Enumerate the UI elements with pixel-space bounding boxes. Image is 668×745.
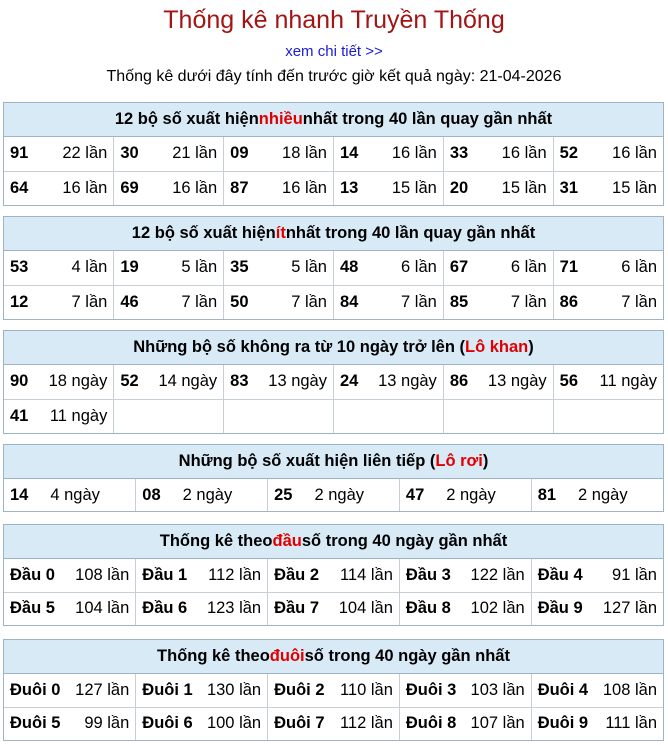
stat-count: 18 lần: [282, 144, 327, 163]
stat-cell: [268, 674, 400, 707]
stat-cell: [136, 592, 268, 625]
stat-cell: [224, 365, 334, 399]
table-row: [4, 285, 663, 319]
lo-roi-table: [4, 479, 663, 511]
page-subtitle: Thống kê dưới đây tính đến trước giờ kết quả ngày: 21-04-2026: [106, 68, 562, 85]
stat-number: Đầu 6: [142, 599, 188, 618]
heading-text-pre: 12 bộ số xuất hiện: [131, 224, 276, 242]
duoi-heading: [4, 640, 663, 674]
table-row: [4, 399, 663, 433]
stat-number: 69: [120, 178, 139, 197]
stat-number: 35: [230, 258, 249, 277]
stat-cell: [531, 707, 663, 740]
stat-number: 84: [339, 292, 359, 311]
stat-cell: [114, 285, 224, 319]
stat-number: Đuôi 5: [10, 714, 61, 733]
stat-cell: [114, 365, 224, 399]
stat-cell: [4, 137, 114, 171]
stat-count: 11 ngày: [49, 406, 108, 425]
stat-cell: [399, 707, 531, 740]
stat-count: 99 lần: [84, 714, 130, 733]
stat-count: 13 ngày: [487, 372, 547, 391]
table-row: [4, 707, 663, 740]
stat-count: 15 lần: [501, 178, 547, 197]
stat-number: Đuôi 2: [274, 680, 325, 699]
stat-count: 13 ngày: [268, 372, 327, 391]
stat-cell: [136, 479, 268, 511]
stat-cell: [224, 399, 334, 433]
table-row: [4, 674, 663, 707]
stat-cell: [333, 399, 443, 433]
stat-count: 7 lần: [510, 292, 547, 311]
table-row: [4, 365, 663, 399]
stat-cell: [268, 479, 400, 511]
stat-number: 08: [142, 485, 161, 504]
stat-cell: [4, 479, 136, 511]
stat-number: Đuôi 0: [10, 680, 61, 699]
heading-text-pre: Những bộ số không ra từ 10 ngày trở lên (: [133, 338, 465, 356]
stat-number: Đầu 3: [405, 565, 451, 584]
stat-number: 33: [449, 144, 469, 163]
heading-highlight: Lô khan: [464, 338, 529, 356]
most-frequent-section: [3, 102, 664, 206]
stat-number: Đầu 0: [10, 565, 55, 584]
stat-number: Đuôi 7: [274, 714, 325, 733]
stat-cell: [553, 399, 663, 433]
stat-count: 112 lần: [208, 565, 262, 584]
stat-count: 4 ngày: [50, 485, 100, 504]
stat-number: Đầu 9: [537, 599, 583, 618]
stat-count: 108 lần: [75, 565, 130, 584]
page-title: Thống kê nhanh Truyền Thống: [163, 6, 505, 34]
stat-cell: [443, 365, 553, 399]
stat-cell: [4, 674, 136, 707]
stat-cell: [268, 559, 400, 592]
table-row: [4, 592, 663, 625]
stat-number: 67: [449, 258, 469, 277]
stat-count: 103 lần: [470, 680, 525, 699]
stat-count: 6 lần: [401, 258, 437, 277]
heading-highlight: Lô rơi: [435, 452, 483, 470]
stat-count: 18 ngày: [48, 372, 108, 391]
stat-cell: [443, 399, 553, 433]
stat-number: 12: [10, 292, 29, 311]
least-frequent-table: [4, 251, 663, 319]
heading-text-post: ): [482, 452, 489, 470]
stat-count: 122 lần: [470, 565, 525, 584]
stat-number: Đuôi 8: [405, 714, 457, 733]
table-row: [4, 479, 663, 511]
heading-highlight: nhiều: [258, 110, 303, 128]
stat-cell: [553, 285, 663, 319]
stat-cell: [224, 285, 334, 319]
stat-cell: [399, 559, 531, 592]
stat-cell: [443, 285, 553, 319]
stat-cell: [4, 365, 114, 399]
stat-cell: [399, 592, 531, 625]
stat-count: 7 lần: [291, 292, 327, 311]
lo-khan-table: [4, 365, 663, 433]
stat-count: 11 ngày: [599, 372, 657, 391]
stat-cell: [333, 251, 443, 285]
stat-count: 6 lần: [621, 258, 657, 277]
heading-text-pre: Những bộ số xuất hiện liên tiếp (: [178, 452, 436, 470]
stat-number: 91: [10, 144, 29, 163]
stat-number: Đầu 2: [274, 565, 320, 584]
stat-count: 104 lần: [338, 599, 393, 618]
stat-count: 2 ngày: [182, 485, 233, 504]
stat-number: 24: [339, 372, 359, 391]
stat-count: 16 lần: [391, 144, 437, 163]
heading-text-post: số trong 40 ngày gần nhất: [301, 532, 508, 550]
stat-number: 90: [10, 372, 29, 391]
stat-number: Đuôi 9: [537, 714, 589, 733]
stat-cell: [136, 559, 268, 592]
lo-khan-section: [3, 330, 664, 434]
stat-count: 127 lần: [75, 680, 130, 699]
stat-count: 5 lần: [291, 258, 327, 277]
stat-count: 7 lần: [181, 292, 218, 311]
table-row: [4, 137, 663, 171]
stat-cell: [531, 592, 663, 625]
stat-number: 71: [559, 258, 578, 277]
stat-number: Đầu 1: [142, 565, 188, 584]
heading-text-pre: Thống kê theo: [157, 647, 270, 665]
heading-text-post: nhất trong 40 lần quay gần nhất: [302, 110, 553, 128]
duoi-section: [3, 639, 664, 741]
stat-count: 127 lần: [602, 599, 657, 618]
table-row: [4, 251, 663, 285]
stat-count: 16 lần: [282, 178, 327, 197]
stat-number: 86: [559, 292, 578, 311]
stat-cell: [333, 171, 443, 205]
stat-cell: [531, 479, 663, 511]
table-row: [4, 559, 663, 592]
stat-number: 47: [405, 485, 425, 504]
stat-number: 64: [10, 178, 29, 197]
stat-number: Đuôi 3: [405, 680, 457, 699]
stat-count: 15 lần: [391, 178, 437, 197]
stat-cell: [114, 137, 224, 171]
stat-cell: [531, 559, 663, 592]
stat-cell: [4, 285, 114, 319]
dau-table: [4, 559, 663, 625]
dau-section: [3, 524, 664, 626]
stat-cell: [268, 592, 400, 625]
stat-count: 7 lần: [621, 292, 657, 311]
stat-count: 16 lần: [501, 144, 547, 163]
stat-number: 52: [559, 144, 578, 163]
stat-cell: [553, 251, 663, 285]
stat-cell: [4, 559, 136, 592]
stat-cell: [531, 674, 663, 707]
least-frequent-heading: [4, 217, 663, 251]
stat-count: 22 lần: [62, 144, 108, 163]
stat-count: 91 lần: [612, 565, 657, 584]
most-frequent-heading: [4, 103, 663, 137]
stat-number: 31: [559, 178, 578, 197]
stat-number: 81: [537, 485, 557, 504]
lo-khan-heading: [4, 331, 663, 365]
stat-number: Đầu 4: [537, 565, 583, 584]
heading-highlight: đầu: [272, 532, 302, 550]
stat-count: 108 lần: [602, 680, 657, 699]
stat-number: 46: [120, 292, 139, 311]
stat-number: 30: [120, 144, 139, 163]
dau-heading: [4, 525, 663, 559]
heading-text-post: nhất trong 40 lần quay gần nhất: [285, 224, 536, 242]
stat-number: 83: [230, 372, 249, 391]
stat-count: 16 lần: [172, 178, 218, 197]
stat-count: 107 lần: [470, 714, 525, 733]
stat-count: 13 ngày: [378, 372, 437, 391]
stat-cell: [114, 171, 224, 205]
stat-number: Đuôi 4: [537, 680, 589, 699]
stat-cell: [443, 137, 553, 171]
stat-count: 110 lần: [339, 680, 393, 699]
stat-count: 21 lần: [172, 144, 218, 163]
stat-cell: [553, 137, 663, 171]
stat-count: 100 lần: [206, 714, 262, 733]
stat-count: 2 ngày: [314, 485, 364, 504]
stat-number: 20: [449, 178, 469, 197]
stat-cell: [443, 251, 553, 285]
stat-number: Đầu 7: [274, 599, 320, 618]
least-frequent-section: [3, 216, 664, 320]
stat-count: 4 lần: [71, 258, 108, 277]
table-row: [4, 171, 663, 205]
stat-count: 5 lần: [181, 258, 218, 277]
stat-count: 2 ngày: [578, 485, 628, 504]
stat-count: 104 lần: [75, 599, 130, 618]
heading-text-pre: Thống kê theo: [159, 532, 273, 550]
stat-count: 102 lần: [470, 599, 525, 618]
stat-cell: [224, 251, 334, 285]
stat-number: 13: [339, 178, 359, 197]
stat-count: 14 ngày: [158, 372, 218, 391]
stat-number: 19: [120, 258, 139, 277]
stat-number: 48: [339, 258, 359, 277]
stat-number: 14: [339, 144, 359, 163]
stat-cell: [4, 707, 136, 740]
stat-cell: [136, 707, 268, 740]
stat-cell: [136, 674, 268, 707]
stat-cell: [333, 365, 443, 399]
stat-number: 25: [274, 485, 293, 504]
stat-cell: [224, 137, 334, 171]
duoi-table: [4, 674, 663, 740]
stat-number: 41: [10, 406, 29, 425]
stat-count: 16 lần: [612, 144, 657, 163]
stat-count: 114 lần: [339, 565, 393, 584]
stat-number: 56: [559, 372, 578, 391]
stat-count: 123 lần: [206, 599, 262, 618]
stat-cell: [553, 365, 663, 399]
stat-cell: [333, 137, 443, 171]
stat-number: Đuôi 6: [142, 714, 193, 733]
stat-cell: [399, 479, 531, 511]
stat-number: 53: [10, 258, 29, 277]
stat-count: 16 lần: [62, 178, 108, 197]
stat-cell: [114, 251, 224, 285]
stat-number: 87: [230, 178, 249, 197]
stat-number: 52: [120, 372, 139, 391]
stat-number: Đầu 5: [10, 599, 55, 618]
heading-text-pre: 12 bộ số xuất hiện: [114, 110, 259, 128]
stat-number: 85: [449, 292, 469, 311]
heading-text-post: số trong 40 ngày gần nhất: [304, 647, 510, 665]
heading-highlight: đuôi: [269, 647, 305, 665]
stat-cell: [4, 171, 114, 205]
lo-roi-heading: [4, 445, 663, 479]
stat-count: 6 lần: [510, 258, 547, 277]
stat-cell: [333, 285, 443, 319]
stat-number: 86: [449, 372, 469, 391]
stat-number: 09: [230, 144, 249, 163]
heading-text-post: ): [528, 338, 534, 356]
stat-number: 14: [10, 485, 29, 504]
lo-roi-section: [3, 444, 664, 512]
stat-cell: [399, 674, 531, 707]
stat-cell: [224, 171, 334, 205]
stat-count: 112 lần: [339, 714, 393, 733]
stat-cell: [114, 399, 224, 433]
heading-highlight: ít: [275, 224, 286, 242]
stat-count: 7 lần: [401, 292, 437, 311]
stat-count: 2 ngày: [446, 485, 496, 504]
stat-count: 111 lần: [605, 714, 657, 733]
stat-count: 130 lần: [206, 680, 262, 699]
stat-count: 7 lần: [71, 292, 108, 311]
stat-cell: [443, 171, 553, 205]
stat-cell: [4, 592, 136, 625]
stat-number: Đầu 8: [405, 599, 451, 618]
stat-count: 15 lần: [612, 178, 657, 197]
most-frequent-table: [4, 137, 663, 205]
stat-cell: [4, 251, 114, 285]
stat-number: 50: [230, 292, 249, 311]
stat-cell: [4, 399, 114, 433]
stat-cell: [553, 171, 663, 205]
view-details-link[interactable]: xem chi tiết >>: [285, 43, 383, 60]
stat-number: Đuôi 1: [142, 680, 193, 699]
stat-cell: [268, 707, 400, 740]
